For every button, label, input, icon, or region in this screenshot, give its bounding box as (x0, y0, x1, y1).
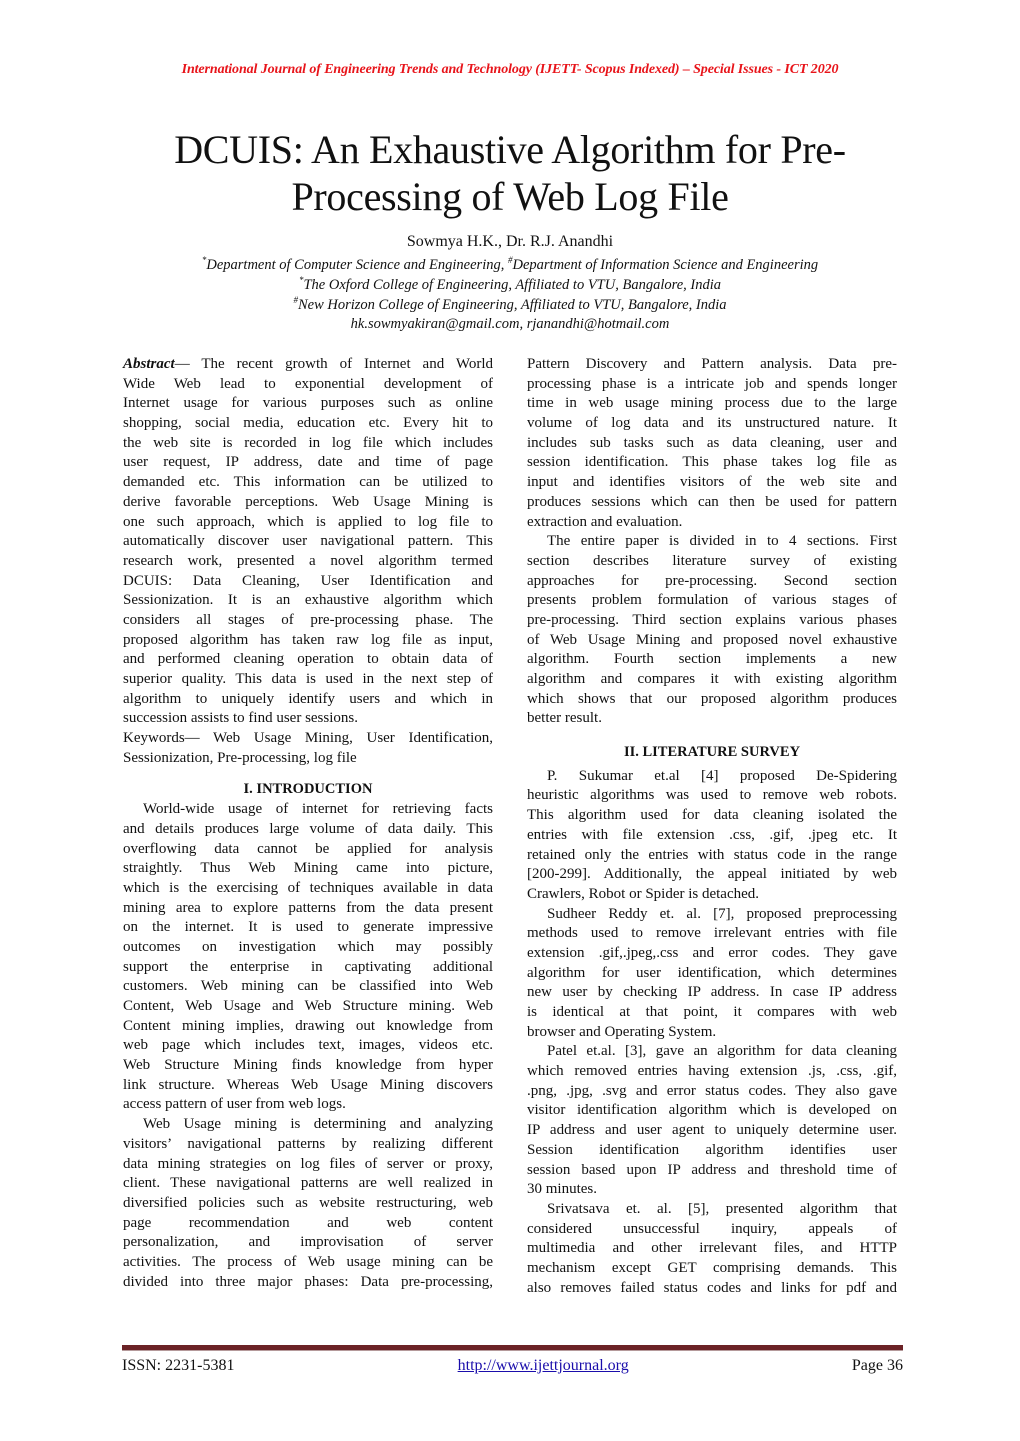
abstract-label: Abstract (123, 356, 175, 372)
text-line: section describes literature survey of existing (527, 552, 897, 569)
text-line: algorithm and compares it with existing algorithm (527, 671, 897, 687)
text-line: produces sessions which can then be used for pattern (527, 493, 897, 510)
text-line: diversified policies such as website restructuring, web (123, 1194, 493, 1211)
text-line: derive favorable perceptions. Web Usage Mining is (123, 493, 493, 510)
affil-text: New Horizon College of Engineering, Affiliated to VTU, Bangalore, India (297, 297, 727, 313)
text-line: [200-299]. Additionally, the appeal initiated by web (527, 866, 897, 883)
text-line: customers. Web mining can be classified into Web (123, 978, 493, 995)
affil-mark: # (507, 255, 513, 265)
text-line: succession assists to find user sessions. (123, 710, 358, 727)
text-line: — The recent growth of Internet and World (174, 356, 493, 372)
text-line: methods used to remove irrelevant entries with file (527, 925, 897, 942)
text-line: which is the exercising of techniques available in data (123, 879, 493, 896)
text-line: Sudheer Reddy et. al. [7], proposed preprocessing (547, 905, 897, 922)
text-line: browser and Operating System. (527, 1023, 717, 1040)
text-line: extension .gif,.jpeg,.css and error codes. They gave (527, 944, 897, 961)
text-line: which shows that our proposed algorithm produces (527, 690, 897, 707)
text-line: considers all stages of pre-processing phase. The (123, 611, 493, 628)
affiliation-oxford (0, 275, 1020, 294)
text-line: processing phase is a intricate job and spends longer (527, 375, 897, 392)
text-line: Content, Web Usage and Web Structure mining. Web (123, 998, 493, 1014)
intro-continued-paragraph (527, 355, 897, 532)
text-line: automatically discover user navigational pattern. This (123, 533, 493, 550)
text-line: data mining strategies on log files of server or proxy, (123, 1155, 493, 1172)
journal-website-link[interactable]: http://www.ijettjournal.org (457, 1357, 629, 1374)
affil-mark: * (201, 255, 207, 265)
title-line-2: Processing of Web Log File (291, 174, 729, 219)
affiliation-departments (0, 255, 1020, 274)
text-line: Content mining implies, drawing out knowledge from (123, 1017, 493, 1034)
affil-mark: * (298, 275, 304, 285)
text-line: research work, presented a novel algorithm termed (123, 552, 493, 569)
text-line: demanded etc. This information can be utilized to (123, 474, 493, 491)
text-line: Crawlers, Robot or Spider is detached. (527, 885, 760, 902)
affil-text: The Oxford College of Engineering, Affiliated to VTU, Bangalore, India (303, 277, 721, 293)
text-line: This algorithm used for data cleaning isolated the (527, 807, 897, 824)
text-line: Internet usage for various purposes such as online (123, 395, 493, 412)
text-line: mining area to explore patterns from the data present (123, 899, 493, 916)
left-column (123, 355, 493, 1292)
text-line: better result. (527, 710, 602, 727)
text-line: user request, IP address, date and time of page (123, 454, 493, 471)
text-line: Sessionization. It is an exhaustive algorithm which (123, 592, 493, 609)
text-line: and details produces large volume of data daily. This (123, 820, 493, 837)
text-line: which removed entries having extension .js, .css, .gif, (527, 1063, 897, 1080)
lit-paragraph-sukumar (527, 767, 897, 905)
text-line: volume of log data and its unstructured nature. It (527, 415, 897, 432)
text-line: Wide Web lead to exponential development of (123, 375, 493, 392)
text-line: P. Sukumar et.al [4] proposed De-Spidering (547, 767, 897, 784)
text-line: support the enterprise in captivating additional (123, 958, 493, 975)
lit-paragraph-srivatsava (527, 1200, 897, 1298)
text-line: session based upon IP address and threshold time of (527, 1161, 897, 1178)
text-line: 30 minutes. (527, 1181, 597, 1198)
text-line: superior quality. This data is used in the next step of (123, 671, 493, 687)
text-line: Keywords— Web Usage Mining, User Identification, (123, 730, 493, 747)
text-line: algorithm for user identification, which determines (527, 964, 897, 981)
issn-number: ISSN: 2231-5381 (122, 1357, 235, 1374)
text-line: Srivatsava et. al. [5], presented algorithm that (547, 1200, 897, 1217)
text-line: Web Structure Mining finds knowledge from hyper (123, 1057, 493, 1074)
page-number: Page 36 (851, 1357, 903, 1374)
text-line: input and identifies visitors of the web site and (527, 474, 897, 491)
text-line: algorithm to uniquely identify users and which in (123, 690, 493, 707)
running-header: International Journal of Engineering Trends and Technology (IJETT- Scopus Indexed) – Special Issues - ICT 2020 (181, 62, 839, 77)
text-line: access pattern of user from web logs. (123, 1096, 346, 1113)
text-line: of Web Usage Mining and proposed novel exhaustive (527, 631, 897, 648)
text-line: algorithm. Fourth section implements a new (527, 651, 897, 668)
text-line: outcomes on investigation which may possibly (123, 938, 493, 955)
affiliation-new-horizon (0, 295, 1020, 314)
section-heading-introduction: I. INTRODUCTION (243, 781, 373, 798)
authors: Sowmya H.K., Dr. R.J. Anandhi (406, 233, 614, 250)
intro-paragraph-1 (123, 800, 493, 1115)
footer-divider (122, 1345, 903, 1351)
text-line: World-wide usage of internet for retrieving facts (143, 801, 493, 818)
text-line: page recommendation and web content (123, 1214, 493, 1231)
text-line: entries with file extension .css, .gif, .jpeg etc. It (527, 826, 897, 843)
text-line: Pattern Discovery and Pattern analysis. Data pre- (527, 356, 897, 372)
affil-text: Department of Information Science and Engineering (512, 257, 819, 273)
paper-outline-paragraph (527, 532, 897, 729)
text-line: is identical at that point, it compares with web (527, 1004, 897, 1020)
text-line: Patel et.al. [3], gave an algorithm for data cleaning (547, 1043, 897, 1060)
text-line: considered unsuccessful inquiry, appeals of (527, 1220, 897, 1237)
lit-paragraph-patel (527, 1042, 897, 1200)
title-line-1: DCUIS: An Exhaustive Algorithm for Pre- (174, 127, 846, 172)
text-line: overflowing data cannot be applied for analysis (123, 840, 493, 857)
text-line: new user by checking IP address. In case IP address (527, 984, 897, 1001)
text-line: the web site is recorded in log file which includes (123, 434, 493, 451)
text-line: activities. The process of Web usage mining can be (123, 1253, 493, 1270)
text-line: mechanism except GET comprising demands. This (527, 1259, 897, 1276)
text-line: heuristic algorithms was used to remove web robots. (527, 787, 897, 804)
text-line: extraction and evaluation. (527, 513, 683, 530)
author-emails: hk.sowmyakiran@gmail.com, rjanandhi@hotmail.com (350, 316, 670, 332)
text-line: link structure. Whereas Web Usage Mining discovers (123, 1076, 493, 1093)
text-line: Web Usage mining is determining and analyzing (143, 1116, 493, 1133)
text-line: DCUIS: Data Cleaning, User Identification and (123, 572, 493, 589)
text-line: visitors’ navigational patterns by realizing different (123, 1135, 493, 1152)
lit-paragraph-sudheer-reddy (527, 905, 897, 1043)
page-footer (122, 1357, 903, 1375)
section-heading-literature-survey: II. LITERATURE SURVEY (623, 744, 801, 761)
text-line: retained only the entries with status code in the range (527, 846, 897, 863)
abstract (123, 355, 493, 729)
text-line: presents problem formulation of various stages of (527, 592, 897, 609)
text-line: visitor identification algorithm which is developed on (527, 1102, 897, 1119)
affil-mark: # (293, 295, 298, 305)
text-line: divided into three major phases: Data pre-processing, (123, 1273, 493, 1290)
text-line: .png, .jpg, .svg and error status codes. They also gave (527, 1082, 897, 1099)
intro-paragraph-2 (123, 1115, 493, 1292)
text-line: The entire paper is divided in to 4 sections. First (547, 533, 897, 550)
right-column (527, 355, 897, 1298)
text-line: client. These navigational patterns are well realized in (123, 1175, 493, 1192)
text-line: includes sub tasks such as data cleaning, user and (527, 434, 897, 451)
text-line: IP address and user agent to uniquely determine user. (527, 1122, 897, 1139)
text-line: session identification. This phase takes log file as (527, 454, 897, 471)
keywords (123, 729, 493, 768)
affil-text: Department of Computer Science and Engineering, (206, 257, 508, 273)
text-line: approaches for pre-processing. Second section (527, 572, 897, 589)
text-line: time in web usage mining process due to the large (527, 395, 897, 412)
text-line: proposed algorithm has taken raw log file as input, (123, 631, 493, 648)
paper-title (0, 126, 1020, 220)
text-line: straightly. Thus Web Mining came into picture, (123, 860, 493, 877)
text-line: multimedia and other irrelevant files, and HTTP (527, 1240, 897, 1257)
text-line: Sessionization, Pre-processing, log file (123, 749, 357, 766)
text-line: also removes failed status codes and links for pdf and (527, 1279, 897, 1296)
text-line: and performed cleaning operation to obtain data of (123, 651, 493, 668)
text-line: shopping, social media, education etc. Every hit to (123, 415, 493, 432)
text-line: personalization, and improvisation of server (123, 1234, 493, 1251)
text-line: pre-processing. Third section explains various phases (527, 611, 897, 628)
text-line: web page which includes text, images, videos etc. (123, 1037, 493, 1054)
text-line: Session identification algorithm identifies user (527, 1141, 897, 1158)
text-line: on the internet. It is used to generate impressive (123, 919, 493, 936)
text-line: one such approach, which is applied to log file to (123, 513, 493, 530)
